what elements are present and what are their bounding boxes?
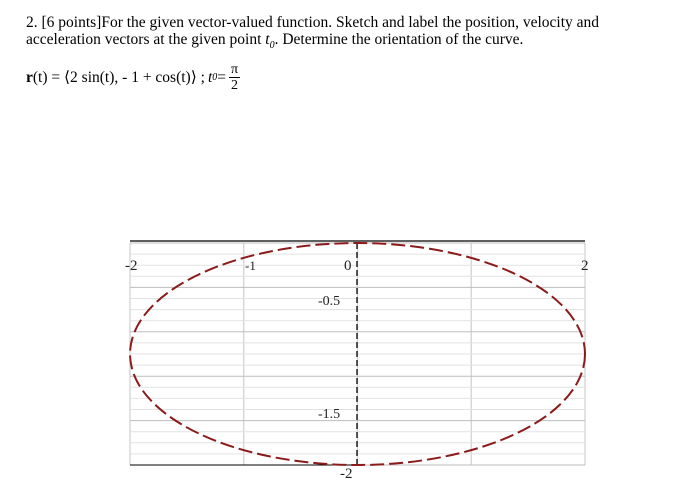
formula-frac-den: 2 bbox=[231, 78, 239, 93]
tick-label-y-neg05: -0.5 bbox=[318, 294, 341, 309]
formula-eq: = bbox=[217, 68, 227, 86]
formula-lhs: r bbox=[26, 68, 33, 86]
tick-label-x-0: 0 bbox=[344, 258, 352, 274]
problem-line-2-a: acceleration vectors at the given point bbox=[26, 31, 266, 48]
problem-t-sub: 0 bbox=[269, 40, 275, 52]
tick-label-x-neg1: -1 bbox=[245, 258, 256, 273]
problem-line-2-b: . Determine the orientation of the curve. bbox=[274, 31, 524, 48]
tick-label-x-pos2: 2 bbox=[581, 258, 589, 274]
formula-body: (t) = ⟨2 sin(t), - 1 + cos(t)⟩ ; bbox=[32, 69, 205, 86]
formula-t0: t bbox=[207, 68, 213, 86]
tick-label-x-neg2: -2 bbox=[125, 258, 138, 274]
tick-label-y-neg15: -1.5 bbox=[318, 407, 341, 422]
problem-line-1: 2. [6 points]For the given vector-valued function. Sketch and label the position, velocity and bbox=[26, 14, 600, 31]
problem-t: t bbox=[265, 31, 270, 48]
tick-label-y-neg2: -2 bbox=[340, 466, 353, 482]
formula-frac-num: π bbox=[231, 62, 239, 77]
formula-t0-sub: 0 bbox=[212, 72, 218, 83]
